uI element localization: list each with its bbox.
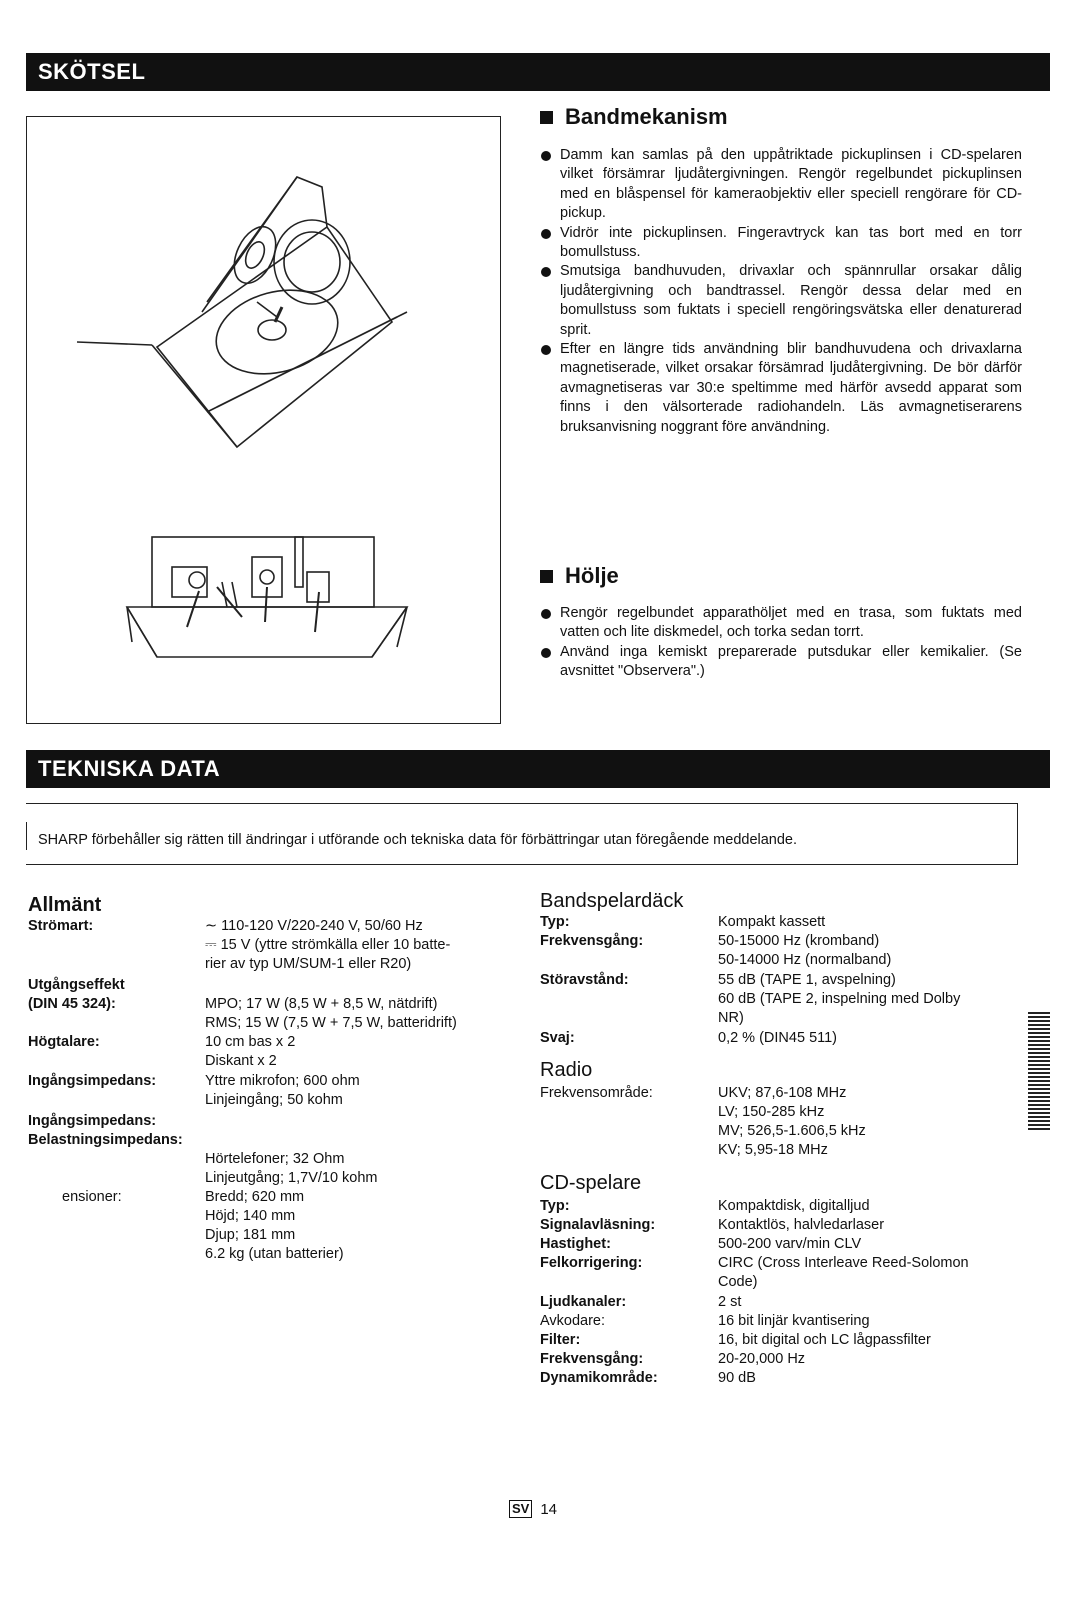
section-title-care: SKÖTSEL (38, 59, 146, 84)
value-cd-channels: 2 st (718, 1294, 742, 1310)
heading-allmant: Allmänt (28, 894, 102, 916)
label-output-1: Utgångseffekt (28, 977, 125, 993)
heading-holje-text: Hölje (565, 563, 619, 588)
label-cd-signal: Signalavläsning: (540, 1217, 656, 1233)
value-cd-filter: 16, bit digital och LC lågpassfilter (718, 1332, 931, 1348)
label-input-2: Ingångsimpedans: (28, 1113, 157, 1129)
value-tape-snr-2: 60 dB (TAPE 2, inspelning med Dolby (718, 991, 961, 1007)
label-cd-dynamic: Dynamikområde: (540, 1370, 658, 1386)
value-tape-type: Kompakt kassett (718, 914, 826, 930)
value-cd-speed: 500-200 varv/min CLV (718, 1236, 862, 1252)
value-input-1: Yttre mikrofon; 600 ohm (205, 1073, 360, 1089)
label-tape-type: Typ: (540, 914, 570, 930)
value-dim-1: Bredd; 620 mm (205, 1189, 305, 1205)
value-output-1: MPO; 17 W (8,5 W + 8,5 W, nätdrift) (205, 996, 438, 1012)
value-radio-4: KV; 5,95-18 MHz (718, 1142, 828, 1158)
value-cd-dynamic: 90 dB (718, 1370, 756, 1386)
list-item: Använd inga kemiskt preparerade putsdukar eller kemikalier. (Se avsnittet "Observera".) (540, 643, 1022, 682)
notice-left-rule (26, 822, 27, 850)
label-cd-channels: Ljudkanaler: (540, 1294, 627, 1310)
section-banner-tech (26, 750, 1050, 788)
notice-text: SHARP förbehåller sig rätten till ändringar i utförande och tekniska data för förbättringar utan föregående meddelande. (38, 832, 798, 848)
value-stromart-1: ∼ 110-120 V/220-240 V, 50/60 Hz (205, 918, 423, 934)
value-cd-type: Kompaktdisk, digitalljud (718, 1198, 870, 1214)
holje-list (540, 604, 1022, 682)
heading-holje (540, 563, 619, 589)
label-load: Belastningsimpedans: (28, 1132, 183, 1148)
value-cd-error-2: Code) (718, 1274, 758, 1290)
label-output-2: (DIN 45 324): (28, 996, 116, 1012)
value-speaker-2: Diskant x 2 (205, 1053, 277, 1069)
page-number: 14 (540, 1500, 558, 1518)
language-badge: SV (509, 1500, 532, 1518)
label-input: Ingångsimpedans: (28, 1073, 157, 1089)
list-item: Vidrör inte pickuplinsen. Fingeravtryck kan tas bort med en torr bomullstuss. (540, 224, 1022, 263)
value-radio-1: UKV; 87,6-108 MHz (718, 1085, 847, 1101)
heading-tape: Bandspelardäck (540, 890, 684, 912)
value-speaker-1: 10 cm bas x 2 (205, 1034, 296, 1050)
label-radio-range: Frekvensområde: (540, 1085, 653, 1101)
value-tape-snr-3: NR) (718, 1010, 744, 1026)
cd-tape-illustration (27, 117, 502, 725)
value-load-1: Hörtelefoner; 32 Ohm (205, 1151, 345, 1167)
label-cd-error: Felkorrigering: (540, 1255, 643, 1271)
label-stromart: Strömart: (28, 918, 94, 934)
value-tape-wow: 0,2 % (DIN45 511) (718, 1030, 838, 1046)
label-dimensions: ensioner: (62, 1189, 122, 1205)
label-tape-wow: Svaj: (540, 1030, 575, 1046)
list-item: Efter en längre tids användning blir bandhuvudena och drivaxlarna magnetiserade, vilket orsakar försämrad ljudåtergivning. De bör därför avmagnetiseras var 30:e speltimme med härför avsedd apparat som finns i den välsorterade radiohandeln. Läs avmagnetiserarens bruksanvisning noggrant före användning. (540, 340, 1022, 437)
list-item: Smutsiga bandhuvuden, drivaxlar och spännrullar orsakar dålig ljudåtergivning och bandtrassel. Rengör dessa delar med en bomullstuss som fuktats i speciell rengöringsvätska eller denaturerad sprit. (540, 262, 1022, 340)
illustration-frame (26, 116, 501, 724)
value-cd-decoder: 16 bit linjär kvantisering (718, 1313, 870, 1329)
page-footer (509, 1500, 557, 1518)
label-speaker: Högtalare: (28, 1034, 100, 1050)
section-banner-care (26, 53, 1050, 91)
square-bullet-icon (540, 111, 553, 124)
value-output-2: RMS; 15 W (7,5 W + 7,5 W, batteridrift) (205, 1015, 457, 1031)
bandmekanism-list (540, 146, 1022, 437)
value-dim-2: Höjd; 140 mm (205, 1208, 296, 1224)
heading-bandmekanism-text: Bandmekanism (565, 104, 728, 129)
value-stromart-3: rier av typ UM/SUM-1 eller R20) (205, 956, 412, 972)
label-cd-decoder: Avkodare: (540, 1313, 606, 1329)
label-cd-type: Typ: (540, 1198, 570, 1214)
value-stromart-2: ⎓ 15 V (yttre strömkälla eller 10 batte- (205, 937, 451, 953)
value-tape-snr-1: 55 dB (TAPE 1, avspelning) (718, 972, 896, 988)
value-input-2: Linjeingång; 50 kohm (205, 1092, 343, 1108)
heading-bandmekanism (540, 104, 728, 130)
value-tape-freq-1: 50-15000 Hz (kromband) (718, 933, 880, 949)
value-tape-freq-2: 50-14000 Hz (normalband) (718, 952, 892, 968)
list-item: Damm kan samlas på den uppåtriktade pickuplinsen i CD-spelaren vilket försämrar ljudåtergivningen. Rengör regelbundet pickuplinsen med en blåspensel för kameraobjektiv eller speciell rengörare för CD-pickup. (540, 146, 1022, 224)
square-bullet-icon (540, 570, 553, 583)
value-dim-3: Djup; 181 mm (205, 1227, 296, 1243)
label-tape-snr: Störavstånd: (540, 972, 629, 988)
margin-marks (1028, 1012, 1050, 1132)
list-item: Rengör regelbundet apparathöljet med en trasa, som fuktats med vatten och lite diskmedel, och torka sedan torrt. (540, 604, 1022, 643)
heading-cd: CD-spelare (540, 1172, 642, 1194)
label-cd-speed: Hastighet: (540, 1236, 611, 1252)
notice-box (26, 803, 1018, 865)
value-dim-4: 6.2 kg (utan batterier) (205, 1246, 344, 1262)
value-radio-2: LV; 150-285 kHz (718, 1104, 825, 1120)
value-radio-3: MV; 526,5-1.606,5 kHz (718, 1123, 866, 1139)
value-cd-error-1: CIRC (Cross Interleave Reed-Solomon (718, 1255, 969, 1271)
label-tape-freq: Frekvensgång: (540, 933, 644, 949)
value-cd-signal: Kontaktlös, halvledarlaser (718, 1217, 885, 1233)
label-cd-freq: Frekvensgång: (540, 1351, 644, 1367)
section-title-tech: TEKNISKA DATA (38, 756, 221, 781)
value-cd-freq: 20-20,000 Hz (718, 1351, 806, 1367)
value-load-2: Linjeutgång; 1,7V/10 kohm (205, 1170, 378, 1186)
label-cd-filter: Filter: (540, 1332, 581, 1348)
heading-radio: Radio (540, 1059, 593, 1081)
